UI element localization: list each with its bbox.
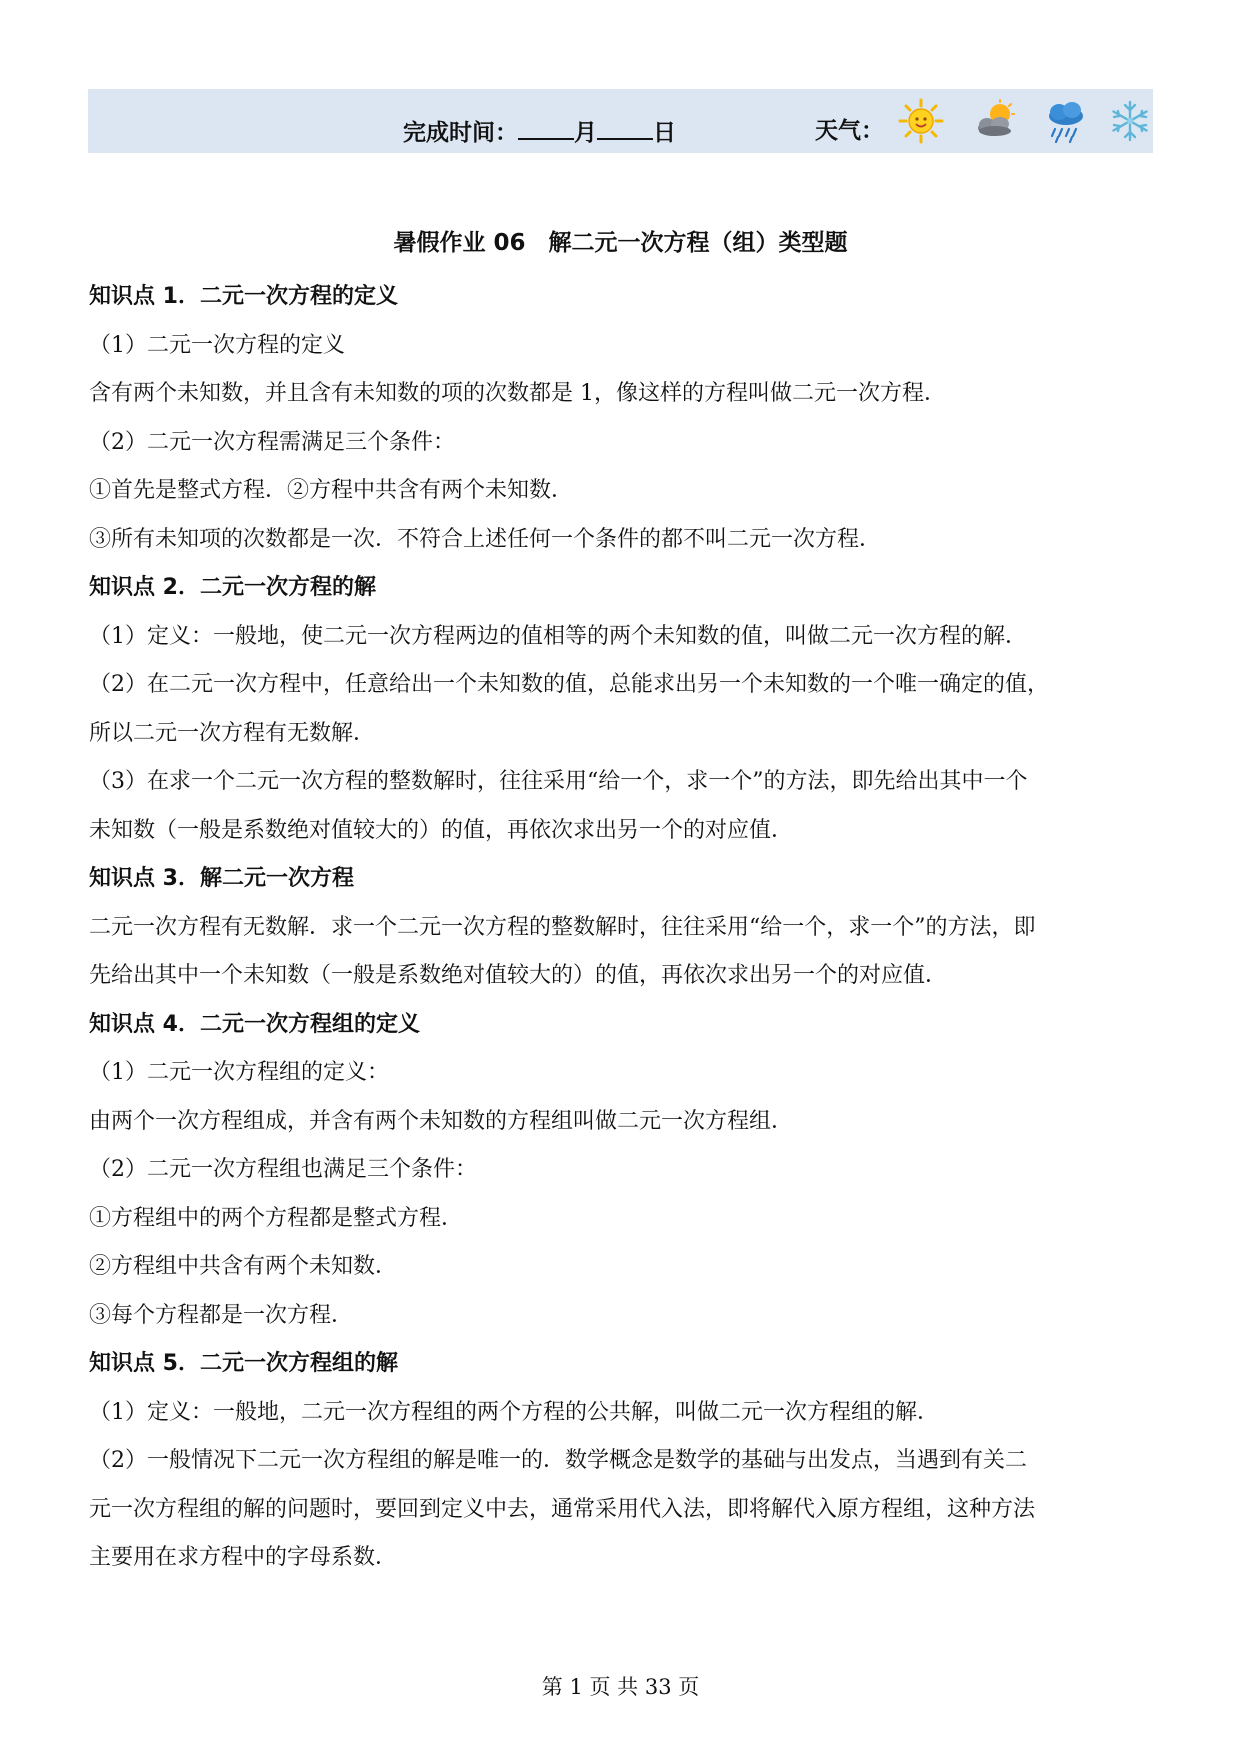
day-blank bbox=[597, 116, 653, 140]
section-heading: 知识点 4．二元一次方程组的定义 bbox=[89, 1011, 420, 1037]
body-line: （2）二元一次方程组也满足三个条件： bbox=[89, 1157, 477, 1182]
month-label: 月 bbox=[574, 120, 597, 146]
body-line: 由两个一次方程组成，并含有两个未知数的方程组叫做二元一次方程组． bbox=[89, 1108, 794, 1134]
body-line: （1）二元一次方程组的定义： bbox=[89, 1060, 389, 1085]
body-line: （2）二元一次方程需满足三个条件： bbox=[89, 429, 455, 455]
section-heading: 知识点 3．解二元一次方程 bbox=[89, 866, 354, 891]
body-line: ①首先是整式方程．②方程中共含有两个未知数． bbox=[89, 478, 574, 503]
snowflake-icon bbox=[1107, 98, 1153, 144]
body-line: ③所有未知项的次数都是一次．不符合上述任何一个条件的都不叫二元一次方程． bbox=[89, 526, 882, 552]
section-heading: 知识点 5．二元一次方程组的解 bbox=[89, 1351, 398, 1376]
body-line: ②方程组中共含有两个未知数． bbox=[89, 1254, 398, 1279]
body-line: 含有两个未知数，并且含有未知数的项的次数都是 1，像这样的方程叫做二元一次方程． bbox=[89, 381, 946, 406]
body-line: 未知数（一般是系数绝对值较大的）的值，再依次求出另一个的对应值． bbox=[89, 817, 794, 843]
body-line: 所以二元一次方程有无数解． bbox=[89, 720, 376, 746]
rain-icon bbox=[1043, 98, 1089, 144]
body-line: ①方程组中的两个方程都是整式方程． bbox=[89, 1205, 464, 1231]
body-line: （1）二元一次方程的定义 bbox=[89, 332, 345, 358]
body-line: 先给出其中一个未知数（一般是系数绝对值较大的）的值，再依次求出另一个的对应值． bbox=[89, 963, 948, 988]
completion-time bbox=[403, 116, 676, 148]
sun-icon bbox=[898, 98, 944, 144]
body-line: （1）定义：一般地，使二元一次方程两边的值相等的两个未知数的值，叫做二元一次方程的解． bbox=[89, 623, 1028, 649]
day-label: 日 bbox=[653, 120, 676, 146]
completion-time-label: 完成时间： bbox=[403, 120, 518, 146]
body-line: （3）在求一个二元一次方程的整数解时，往往采用“给一个，求一个”的方法，即先给出其中一个 bbox=[89, 769, 1028, 794]
page-footer: 第 1 页 共 33 页 bbox=[541, 1675, 700, 1699]
body-line: 主要用在求方程中的字母系数． bbox=[89, 1545, 398, 1570]
section-heading: 知识点 2．二元一次方程的解 bbox=[89, 575, 376, 600]
month-blank bbox=[518, 116, 574, 140]
section-heading: 知识点 1．二元一次方程的定义 bbox=[89, 284, 398, 309]
body-line: （1）定义：一般地，二元一次方程组的两个方程的公共解，叫做二元一次方程组的解． bbox=[89, 1399, 939, 1425]
weather-label: 天气： bbox=[815, 118, 884, 144]
body-line: （2）一般情况下二元一次方程组的解是唯一的．数学概念是数学的基础与出发点，当遇到有关二 bbox=[89, 1448, 1028, 1473]
body-line: 二元一次方程有无数解．求一个二元一次方程的整数解时，往往采用“给一个，求一个”的方法，即 bbox=[89, 914, 1036, 940]
body-line: 元一次方程组的解的问题时，要回到定义中去，通常采用代入法，即将解代入原方程组，这种方法 bbox=[89, 1496, 1036, 1522]
document-title: 暑假作业 06 解二元一次方程（组）类型题 bbox=[393, 230, 848, 256]
document-body bbox=[89, 273, 1154, 1583]
body-line: ③每个方程都是一次方程． bbox=[89, 1302, 354, 1328]
partly-cloudy-icon bbox=[973, 98, 1019, 144]
body-line: （2）在二元一次方程中，任意给出一个未知数的值，总能求出另一个未知数的一个唯一确定的值， bbox=[89, 672, 1050, 697]
